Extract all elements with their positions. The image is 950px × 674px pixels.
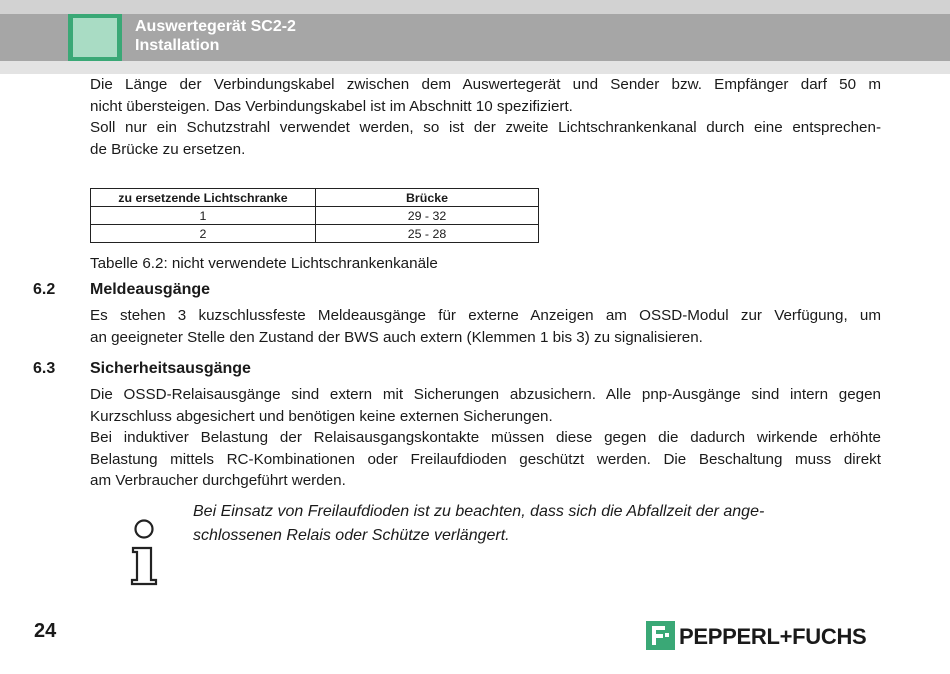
section-title: Sicherheitsausgänge [90, 360, 251, 377]
section-line: am Verbraucher durchgeführt werden. [90, 472, 346, 490]
header-subtitle: Installation [135, 37, 220, 54]
section-6-3-paragraph [90, 384, 881, 492]
note-text [193, 500, 853, 548]
header-top-strip [0, 0, 950, 14]
section-line: Kurzschluss abgesichert und benötigen keine externen Sicherungen. [90, 407, 553, 425]
bridge-table [90, 188, 539, 243]
pepperl-fuchs-logo-icon [646, 621, 675, 650]
table-cell: 2 [91, 225, 316, 243]
header-title: Auswertegerät SC2-2 [135, 18, 296, 35]
intro-line: Die Länge der Verbindungskabel zwischen dem Auswertegerät und Sender bzw. Empfänger darf 50 m [90, 76, 881, 93]
section-line: Belastung mittels RC-Kombinationen oder Freilaufdioden geschützt werden. Die Beschaltung muss direkt [90, 450, 881, 468]
table-row [91, 225, 539, 243]
section-line: Es stehen 3 kuzschlussfeste Meldeausgänge für externe Anzeigen am OSSD-Modul zur Verfügung, um [90, 307, 881, 324]
intro-paragraph [90, 74, 881, 160]
note-line: schlossenen Relais oder Schütze verlängert. [193, 527, 510, 544]
table-cell: 25 - 28 [316, 225, 539, 243]
table-cell: 1 [91, 207, 316, 225]
section-number: 6.2 [33, 281, 56, 298]
note-line: Bei Einsatz von Freilaufdioden ist zu beachten, dass sich die Abfallzeit der ange- [193, 503, 765, 520]
table-header-cell: Brücke [316, 189, 539, 207]
section-line: Die OSSD-Relaisausgänge sind extern mit Sicherungen abzusichern. Alle pnp-Ausgänge sind intern gegen [90, 386, 881, 403]
header-accent-square [68, 14, 122, 61]
header-accent-inner [73, 18, 117, 57]
table-cell: 29 - 32 [316, 207, 539, 225]
info-icon [128, 518, 162, 586]
intro-line: de Brücke zu ersetzen. [90, 140, 246, 158]
section-6-2-paragraph [90, 305, 881, 348]
header-underline [0, 61, 950, 74]
table-header-cell: zu ersetzende Lichtschranke [91, 189, 316, 207]
section-title: Meldeausgänge [90, 281, 211, 298]
table-header-row [91, 189, 539, 207]
intro-line: nicht übersteigen. Das Verbindungskabel ist im Abschnitt 10 spezifiziert. [90, 97, 573, 115]
table-row [91, 207, 539, 225]
section-line: Bei induktiver Belastung der Relaisausgangskontakte müssen diese gegen die dadurch wirkende erhöhte [90, 429, 881, 447]
intro-line: Soll nur ein Schutzstrahl verwendet werden, so ist der zweite Lichtschrankenkanal durch eine entsprechen- [90, 119, 881, 137]
brand-name: PEPPERL+FUCHS [679, 624, 867, 649]
section-number: 6.3 [33, 360, 56, 377]
table-caption: Tabelle 6.2: nicht verwendete Lichtschrankenkanäle [90, 255, 438, 272]
page-number: 24 [34, 620, 57, 642]
section-line: an geeigneter Stelle den Zustand der BWS auch extern (Klemmen 1 bis 3) zu signalisieren. [90, 328, 703, 346]
